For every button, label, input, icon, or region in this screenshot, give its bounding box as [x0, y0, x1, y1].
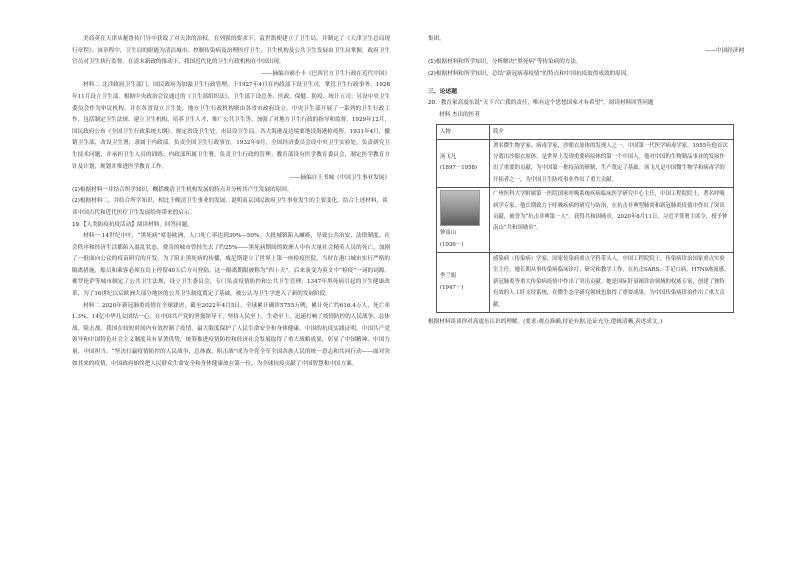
continued-text: 集团。: [428, 36, 445, 42]
person-years: (1897－1958): [440, 165, 478, 172]
doctors-table: [436, 124, 734, 313]
left-column: [72, 34, 390, 370]
person-name: 钟南山: [440, 230, 457, 237]
right-column: [428, 34, 744, 329]
table-header-name: 人物: [437, 124, 490, 139]
material-one-paragraph: 材料一 14世纪中叶，“黑死病”席卷欧洲，人口死亡率达到30%—50%。大批城镇陷入瘫痪，导致公共治安、法律制度、社会秩序和经济生活都陷入混乱状态。费奇的城市曾经失去了约25%——黑死病期间的欧洲人中有大量社会精英人员的死亡，加剧了一批面向公众的疫苗研究的开发。为了阻止黑死病的传播，威尼斯建立了世界上第一座检疫医院，当时在港口城市实行严格的隔离措施，船员和乘客必须在岛上停留40天后方可登陆。这一隔离期限被称为“四十天”，后来演变为英文中“检疫”一词的词源。佛罗伦萨等城市制定了公共卫生法规，设立卫生委员会，专门负责疫情防控和公共卫生管理；1347年黑死病引起的卫生健康改革，为了16世纪以后欧洲大部分地区的公共卫生制度奠定了基础，被公认为卫生学进入了新的发展阶段。: [72, 233, 390, 298]
passage-paragraph: 美商英在天津从秘鲁传门导中获取了对天津的治权。在列强的要求下，袁世凯便建立了卫生局，并制定了《天津卫生总局现行章程》。该章程中，卫生局的职能为清洁城市、控制传染病及治理医疗卫生，卫生机构及公共卫生发展由卫生局掌握，政府卫生官员对卫生执行监督。在清末新政的推动下，我国近代化的卫生行政机构在中国出现。: [72, 36, 390, 66]
person-intro: 著名微生物学家、病毒学家，沙眼衣原体的发现人之一。中国第一代医学病毒学家。1955年他首次分离出沙眼衣原体，是世界上发现重要病原体的第一个中国人。他对中国的生物制品事业的发展作出了重要的贡献，为中国第一批疫苗的研制、生产奠定了基础。汤飞凡是中国微生物学和病毒学的开拓者之一，为中国卫生防疫事业作出了重大贡献。: [490, 139, 734, 188]
material-two-paragraph: 材料二 2020年新冠肺炎疫情在全球肆虐，截至2022年4月5日，全球累计确诊5755万例，累计死亡约616.4万人，死亡率1.3%。14亿中华儿女团结一心，在中国共产党的坚强领导下，坚持人民至上、生命至上，迅速打响了疫情防控的人民战争、总体战、阻击战。我国在较短时间内有效控制了疫情，最大限度保护了人民生命安全和身体健康。中国的抗疫实践证明，中国共产党领导和中国特色社会主义制度具有显著优势，统筹推进疫情防控和经济社会发展取得了重大战略成果，彰显了中国精神、中国力量、中国担当。“坚决打赢疫情防控的人民战争、总体战、阻击战”成为全党全军全国各族人民的统一意志和共同行动——面对突如其来的疫情，中国政府始终把人民群众生命安全和身体健康放在第一位，为全球抗疫贡献了中国智慧和中国方案。: [72, 302, 390, 367]
question-20-heading: 20．教育家高震东说“天下兴亡我的责任，唯有这个思想国家才有希望”。阅读材料回答问题: [428, 100, 654, 107]
question-part-1: (1)根据材料和所学知识，分析解决“黑死病”等传染病的方法。: [428, 59, 582, 66]
table-row: [437, 253, 734, 313]
person-years: (1947－): [440, 284, 464, 291]
person-intro: 感染病（传染病）学家，国家传染病重点学科带头人，中国工程院院士，传染病诊治国家重点实验室主任。她长期从事传染病临床诊疗、研究和教学工作，在抗击SARS、手足口病、H7N9禽流感、新冠肺炎等重大传染病疫情中作出了突出贡献。她是国际肝衰竭诊治领域的权威专家，创建了独特有效的人工肝支持系统，在微生态学研究领域也取得了重要成果，为中国传染病诊治作出了重大贡献。: [490, 253, 734, 313]
question-part-1: (1)根据材料一并结合所学知识，概括晚清卫生机构发展的特点并分析其产生发展的原因。: [72, 186, 293, 193]
source-citation: ——摘编自郝小卡《巴西官方卫生行政在近代中国》: [261, 70, 390, 77]
person-name: 李兰娟: [440, 273, 457, 280]
question-19-heading: 19.【人类防疫抗疫活动】阅读材料，回答问题。: [72, 221, 193, 228]
question-part-2: (2)根据材料和所学知识，总结“新冠病毒疫情”的特点和中国抗疫取得成效的原因。: [428, 70, 632, 77]
person-cell: [437, 253, 490, 313]
person-name: 汤飞凡: [440, 153, 457, 160]
material-label: 材料 杰出的医者: [439, 111, 480, 118]
table-header-row: [437, 124, 734, 139]
material-two-paragraph: 材料二 北洋政府卫生部门，国民政府为加强卫生行政管理，于1927年4月在内政部下设卫生司，掌管卫生行政事务。1928年11月设立卫生部。根据中央政治会议通过的《卫生部组织法》，卫生部下设总务、医政、保健、防疫、统计五司；另设中央卫生委员会作为审议机构，并在各省设立卫生处，地方卫生行政机构则由各省市政府设立。中央卫生部开展了一系列的卫生行政工作，包括制定卫生法规、建立卫生机构、培养卫生人才、推广公共卫生等，加强了对地方卫生行政的指导和监督。1929年12月，国民政府公布《全国卫生行政系统大纲》，规定省设卫生处，市县设卫生局。各大海港及边境要地设海港检疫所。1931年4月，撤销卫生部，改设卫生署，隶属于内政部，负责全国卫生行政事宜。1932年9月，全国经济委员会设中央卫生实验处，负责研究卫生技术问题，并承担卫生人员的训练；内政部所属卫生署，负责卫生行政的管理；教育部设有医学教育委员会，制定医学教育方针及计划，规划并推进医学教育工作。: [72, 82, 390, 170]
table-row: [437, 139, 734, 188]
essay-instruction: 根据材料谈谈你对高震东认识的理解。(要求:观点准确,持论有据,论证充分,逻辑清晰,表述成文。): [428, 319, 663, 326]
person-years: (1936－): [440, 241, 464, 248]
section-heading: 三、论述题: [428, 89, 457, 96]
source-citation: ——摘编自王书城《中国卫生事业发展》: [289, 175, 390, 182]
source-citation: ——中国经济网: [704, 47, 744, 54]
table-row: [437, 188, 734, 253]
portrait-photo: [440, 190, 480, 226]
question-part-2: (2)根据材料二，并结合所学知识，相比于晚清卫生事业的发展，说明南京国民政府卫生事业发生的主要变化。结合上述材料，谈谈中国古代和近代医疗卫生发展给你带来的启示。: [72, 198, 388, 216]
person-cell: [437, 139, 490, 188]
person-intro: 广州医科大学附属第一医院国家呼吸系统疾病临床医学研究中心主任，中国工程院院士，著名呼吸病学专家。他长期致力于呼吸疾病的研究与防治，在抗击非典型肺炎和新冠肺炎疫情中作出了突出贡献，被誉为“抗击非典第一人”。获得共和国勋章，2020年8月11日，习近平签署主席令，授予钟南山“共和国勋章”。: [490, 188, 734, 253]
person-cell: [437, 188, 490, 253]
table-header-intro: 简介: [490, 124, 734, 139]
